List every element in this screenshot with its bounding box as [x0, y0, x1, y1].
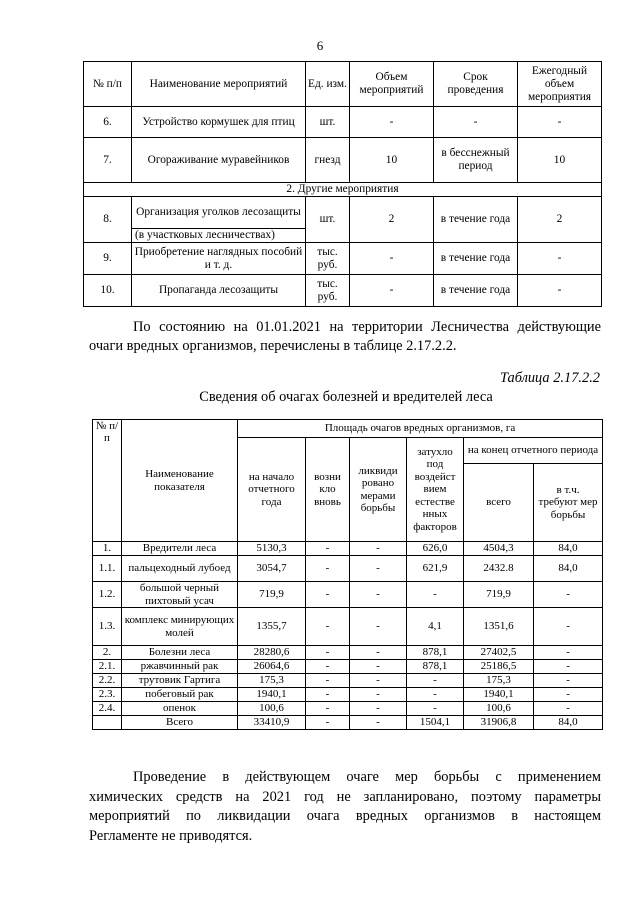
- cell-liq: -: [350, 716, 407, 730]
- cell-need: 84,0: [534, 542, 603, 556]
- cell-name: Пропаганда лесозащиты: [132, 275, 306, 307]
- cell-need: -: [534, 646, 603, 660]
- cell-name: побеговый рак: [122, 688, 238, 702]
- table-row: [84, 243, 602, 275]
- cell-name: пальцеходный лубоед: [122, 556, 238, 582]
- cell-volume: -: [350, 107, 434, 138]
- table-row: [93, 674, 603, 688]
- cell-name: комплекс минирующих молей: [122, 608, 238, 646]
- cell-faded: 1504,1: [407, 716, 464, 730]
- cell-liq: -: [350, 702, 407, 716]
- cell-total: 4504,3: [464, 542, 534, 556]
- header-name: Наименование показателя: [122, 420, 238, 542]
- paragraph-2-line-2: химических средств на 2021 год не запланировано, поэтому параметры: [89, 788, 601, 805]
- header-num: № п/п: [84, 62, 132, 107]
- cell-name: ржавчинный рак: [122, 660, 238, 674]
- cell-faded: 626,0: [407, 542, 464, 556]
- header-start: на начало отчетного года: [238, 438, 306, 542]
- cell-total: 175,3: [464, 674, 534, 688]
- cell-num: 2.4.: [93, 702, 122, 716]
- cell-num: 1.2.: [93, 582, 122, 608]
- header-annual: Ежегодный объем мероприятия: [518, 62, 602, 107]
- cell-total: 31906,8: [464, 716, 534, 730]
- cell-need: -: [534, 674, 603, 688]
- table-row: [93, 716, 603, 730]
- cell-num: 2.: [93, 646, 122, 660]
- cell-faded: -: [407, 688, 464, 702]
- cell-num: 9.: [84, 243, 132, 275]
- table-row: [93, 660, 603, 674]
- cell-name: Приобретение наглядных пособий и т. д.: [132, 243, 306, 275]
- cell-volume: 2: [350, 197, 434, 243]
- cell-new: -: [306, 688, 350, 702]
- cell-num: 2.3.: [93, 688, 122, 702]
- header-num: № п/п: [93, 420, 122, 542]
- table-header-row: [93, 420, 603, 438]
- cell-new: -: [306, 542, 350, 556]
- table-row: [93, 688, 603, 702]
- cell-start: 100,6: [238, 702, 306, 716]
- cell-num: 2.2.: [93, 674, 122, 688]
- cell-liq: -: [350, 660, 407, 674]
- cell-faded: -: [407, 702, 464, 716]
- cell-unit: шт.: [306, 107, 350, 138]
- cell-start: 3054,7: [238, 556, 306, 582]
- table-row: [84, 107, 602, 138]
- measures-table: [83, 61, 602, 307]
- pest-foci-table: [92, 419, 603, 730]
- paragraph-1-line-2: очаги вредных организмов, перечислены в таблице 2.17.2.2.: [89, 338, 457, 354]
- cell-need: -: [534, 688, 603, 702]
- table-row: [93, 608, 603, 646]
- cell-need: -: [534, 582, 603, 608]
- cell-new: -: [306, 716, 350, 730]
- cell-start: 28280,6: [238, 646, 306, 660]
- cell-start: 175,3: [238, 674, 306, 688]
- header-term: Срок проведения: [434, 62, 518, 107]
- cell-total: 1351,6: [464, 608, 534, 646]
- section-row: [84, 183, 602, 197]
- cell-need: 84,0: [534, 556, 603, 582]
- cell-new: -: [306, 674, 350, 688]
- cell-total: 100,6: [464, 702, 534, 716]
- page-number: 6: [316, 38, 324, 53]
- cell-liq: -: [350, 556, 407, 582]
- cell-total: 27402,5: [464, 646, 534, 660]
- cell-total: 25186,5: [464, 660, 534, 674]
- cell-name-top: Организация уголков лесозащиты: [132, 197, 305, 229]
- paragraph-2-line-4: Регламенте не приводятся.: [89, 827, 253, 844]
- cell-annual: -: [518, 107, 602, 138]
- header-new: возни кло вновь: [306, 438, 350, 542]
- header-liquidated: ликвиди ровано мерами борьбы: [350, 438, 407, 542]
- header-volume: Объем мероприятий: [350, 62, 434, 107]
- table-row: [93, 542, 603, 556]
- header-name: Наименование мероприятий: [132, 62, 306, 107]
- cell-new: -: [306, 556, 350, 582]
- cell-volume: -: [350, 275, 434, 307]
- cell-liq: -: [350, 582, 407, 608]
- cell-name: Устройство кормушек для птиц: [132, 107, 306, 138]
- table-row: [84, 197, 602, 243]
- cell-num: 8.: [84, 197, 132, 243]
- cell-volume: -: [350, 243, 434, 275]
- cell-faded: -: [407, 582, 464, 608]
- cell-num: 1.3.: [93, 608, 122, 646]
- cell-annual: -: [518, 275, 602, 307]
- cell-faded: 878,1: [407, 646, 464, 660]
- cell-start: 5130,3: [238, 542, 306, 556]
- cell-liq: -: [350, 542, 407, 556]
- cell-faded: -: [407, 674, 464, 688]
- cell-unit: шт.: [306, 197, 350, 243]
- table-header-row: [84, 62, 602, 107]
- section-title: 2. Другие мероприятия: [84, 183, 602, 197]
- paragraph-2-line-3: мероприятий по ликвидации очага вредных организмов в настоящем: [89, 808, 601, 824]
- cell-start: 26064,6: [238, 660, 306, 674]
- cell-start: 33410,9: [238, 716, 306, 730]
- cell-faded: 4,1: [407, 608, 464, 646]
- cell-name: Огораживание муравейников: [132, 138, 306, 183]
- cell-need: -: [534, 660, 603, 674]
- header-need: в т.ч. требуют мер борьбы: [534, 464, 603, 542]
- paragraph-2: [89, 768, 601, 846]
- paragraph-2-line-1: Проведение в действующем очаге мер борьбы с применением: [133, 769, 601, 785]
- cell-name: Вредители леса: [122, 542, 238, 556]
- header-end-group: на конец отчетного периода: [464, 438, 603, 464]
- paragraph-1: [89, 318, 601, 356]
- cell-term: в течение года: [434, 243, 518, 275]
- cell-faded: 621,9: [407, 556, 464, 582]
- cell-term: в бесснежный период: [434, 138, 518, 183]
- cell-name: опенок: [122, 702, 238, 716]
- cell-total: 2432.8: [464, 556, 534, 582]
- table-title: Сведения об очагах болезней и вредителей леса: [199, 389, 493, 405]
- cell-start: 1355,7: [238, 608, 306, 646]
- table-row: [93, 702, 603, 716]
- cell-term: -: [434, 107, 518, 138]
- table-row: [93, 646, 603, 660]
- cell-term: в течение года: [434, 197, 518, 243]
- cell-liq: -: [350, 674, 407, 688]
- cell-need: -: [534, 608, 603, 646]
- header-area-group: Площадь очагов вредных организмов, га: [238, 420, 603, 438]
- cell-annual: -: [518, 243, 602, 275]
- cell-annual: 2: [518, 197, 602, 243]
- table-caption: Таблица 2.17.2.2: [500, 370, 600, 386]
- cell-unit: гнезд: [306, 138, 350, 183]
- cell-start: 1940,1: [238, 688, 306, 702]
- cell-unit: тыс. руб.: [306, 275, 350, 307]
- cell-faded: 878,1: [407, 660, 464, 674]
- cell-unit: тыс. руб.: [306, 243, 350, 275]
- cell-annual: 10: [518, 138, 602, 183]
- table-row: [93, 556, 603, 582]
- cell-num: 10.: [84, 275, 132, 307]
- paragraph-1-line-1: По состоянию на 01.01.2021 на территории Лесничества действующие: [133, 319, 601, 335]
- cell-new: -: [306, 608, 350, 646]
- cell-num: 2.1.: [93, 660, 122, 674]
- cell-num: 1.1.: [93, 556, 122, 582]
- table-row: [84, 275, 602, 307]
- cell-num: 1.: [93, 542, 122, 556]
- header-unit: Ед. изм.: [306, 62, 350, 107]
- header-total: всего: [464, 464, 534, 542]
- cell-need: 84,0: [534, 716, 603, 730]
- cell-new: -: [306, 582, 350, 608]
- cell-total: 719,9: [464, 582, 534, 608]
- cell-liq: -: [350, 646, 407, 660]
- table-row: [84, 138, 602, 183]
- cell-name-bottom: (в участковых лесничествах): [135, 229, 275, 241]
- cell-num: [93, 716, 122, 730]
- cell-name: [132, 197, 306, 243]
- cell-new: -: [306, 660, 350, 674]
- cell-start: 719,9: [238, 582, 306, 608]
- header-faded: затухло под воздейст вием естестве нных факторов: [407, 438, 464, 542]
- cell-name: большой черный пихтовый усач: [122, 582, 238, 608]
- cell-num: 7.: [84, 138, 132, 183]
- cell-liq: -: [350, 608, 407, 646]
- cell-new: -: [306, 702, 350, 716]
- cell-need: -: [534, 702, 603, 716]
- cell-name: Всего: [122, 716, 238, 730]
- table-row: [93, 582, 603, 608]
- cell-total: 1940,1: [464, 688, 534, 702]
- cell-term: в течение года: [434, 275, 518, 307]
- cell-volume: 10: [350, 138, 434, 183]
- cell-new: -: [306, 646, 350, 660]
- cell-name: Болезни леса: [122, 646, 238, 660]
- cell-liq: -: [350, 688, 407, 702]
- cell-name: трутовик Гартига: [122, 674, 238, 688]
- cell-num: 6.: [84, 107, 132, 138]
